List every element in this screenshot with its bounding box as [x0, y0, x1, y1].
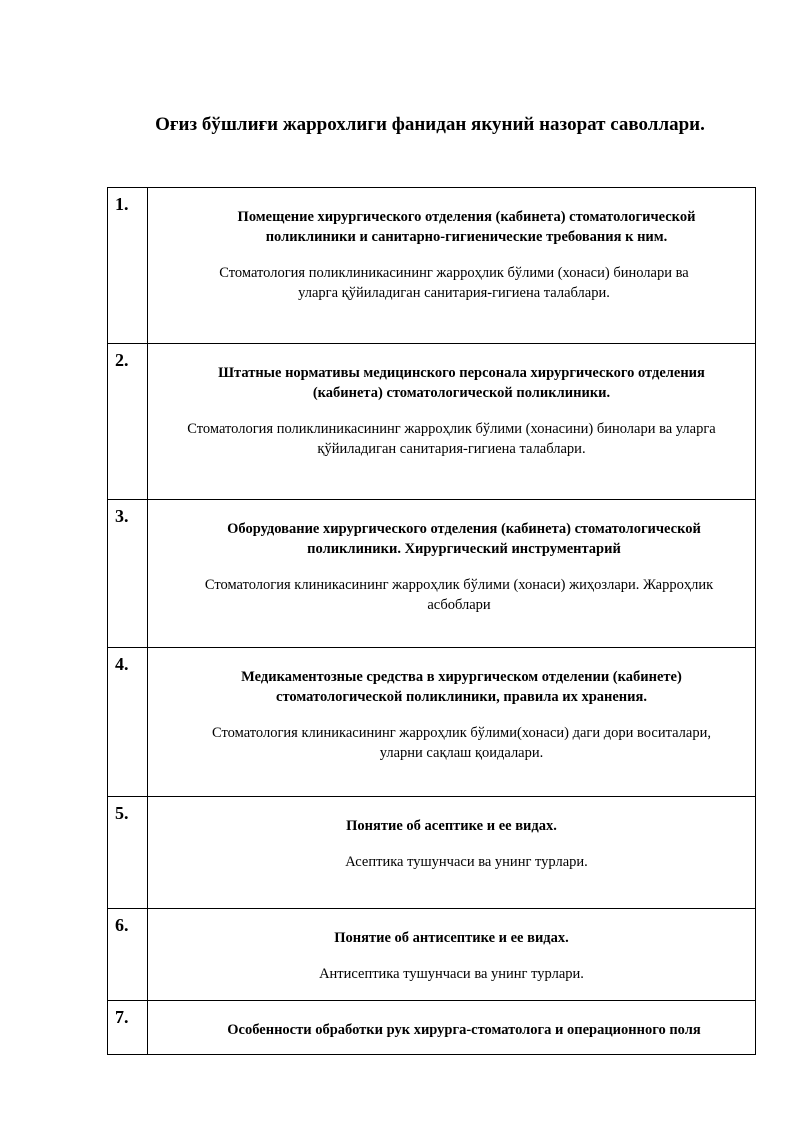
question-uz: Стоматология поликлиникасининг жарроҳлик бўлими (хонаси) бинолари ва уларга қўйиладиган санитария-гигиена талаблари.: [219, 265, 689, 301]
question-cell: [148, 1001, 756, 1055]
table-row: [108, 188, 756, 344]
question-number: 3.: [108, 500, 148, 648]
question-ru: Помещение хирургического отделения (кабинета) стоматологической поликлиники и санитарно-гигиенические требования к ним.: [237, 209, 696, 245]
question-cell: [148, 909, 756, 1001]
table-row: [108, 909, 756, 1001]
question-uz: Асептика тушунчаси ва унинг турлари.: [345, 854, 588, 870]
question-cell: [148, 188, 756, 344]
question-ru: Особенности обработки рук хирурга-стоматолога и операционного поля: [227, 1022, 701, 1038]
question-number: 4.: [108, 648, 148, 797]
question-uz: Стоматология поликлиникасининг жарроҳлик бўлими (хонасини) бинолари ва уларга қўйиладиган санитария-гигиена талаблари.: [187, 421, 716, 457]
question-uz: Стоматология клиникасининг жарроҳлик бўлими (хонаси) жиҳозлари. Жарроҳлик асбоблари: [204, 577, 714, 613]
question-ru: Понятие об асептике и ее видах.: [346, 818, 557, 834]
question-cell: [148, 500, 756, 648]
question-cell: [148, 797, 756, 909]
question-ru: Медикаментозные средства в хирургическом отделении (кабинете) стоматологической поликлиники, правила их хранения.: [241, 669, 682, 705]
question-cell: [148, 344, 756, 500]
questions-table: [107, 187, 756, 1055]
table-row: [108, 797, 756, 909]
question-number: 7.: [108, 1001, 148, 1055]
question-ru: Штатные нормативы медицинского персонала хирургического отделения (кабинета) стоматологической поликлиники.: [218, 365, 705, 401]
table-row: [108, 648, 756, 797]
question-ru: Оборудование хирургического отделения (кабинета) стоматологической поликлиники. Хирургический инструментарий: [227, 521, 701, 557]
question-uz: Стоматология клиникасининг жарроҳлик бўлими(хонаси) даги дори воситалари, уларни сақлаш қоидалари.: [212, 725, 711, 761]
question-number: 5.: [108, 797, 148, 909]
question-uz: Антисептика тушунчаси ва унинг турлари.: [319, 966, 584, 982]
question-cell: [148, 648, 756, 797]
question-ru: Понятие об антисептике и ее видах.: [334, 930, 569, 946]
question-number: 6.: [108, 909, 148, 1001]
question-number: 2.: [108, 344, 148, 500]
table-row: [108, 500, 756, 648]
document-title: Оғиз бўшлиғи жаррохлиги фанидан якуний назорат саволлари.: [155, 114, 705, 135]
question-number: 1.: [108, 188, 148, 344]
table-row: [108, 1001, 756, 1055]
table-row: [108, 344, 756, 500]
